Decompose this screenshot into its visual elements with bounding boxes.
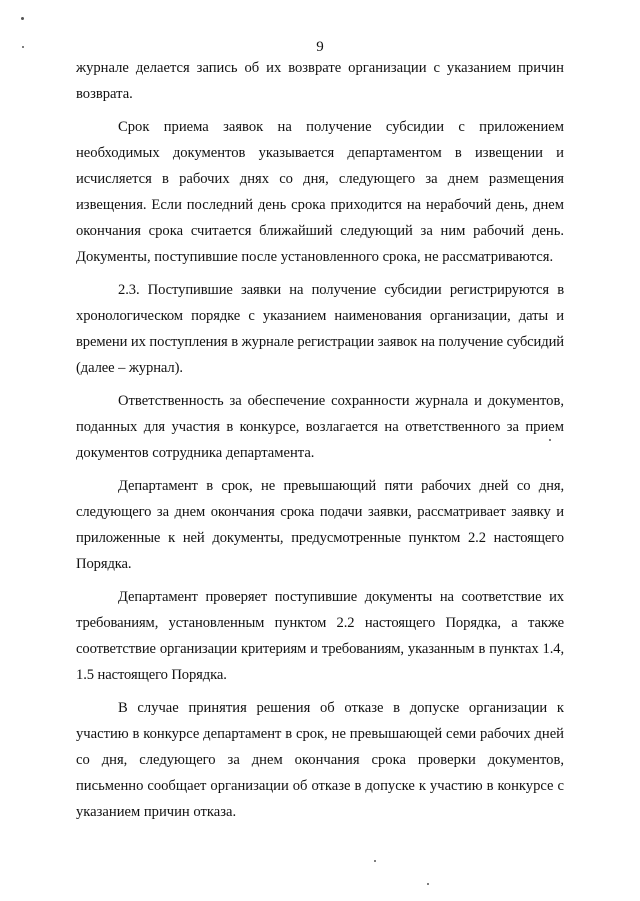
scan-speck	[21, 17, 24, 20]
paragraph-review-period: Департамент в срок, не превышающий пяти рабочих дней со дня, следующего за днем окончания срока подачи заявки, рассматривает заявку и приложенные к ней документы, предусмотренные пунктом 2.2 настоящего Порядка.	[76, 478, 564, 572]
paragraph-registration: 2.3. Поступившие заявки на получение субсидии регистрируются в хронологическом порядке с указанием наименования организации, даты и времени их поступления в журнале регистрации заявок на получение субсидий (далее – журнал).	[76, 282, 564, 376]
scan-speck	[374, 860, 376, 862]
paragraph-application-deadline: Срок приема заявок на получение субсидии с приложением необходимых документов указывается департаментом в извещении и исчисляется в рабочих днях со дня, следующего за днем размещения извещения. Если последний день срока приходится на нерабочий день, днем окончания срока считается ближайший следующий за ним рабочий день. Документы, поступившие после установленного срока, не рассматриваются.	[76, 119, 564, 265]
scan-speck	[549, 439, 551, 441]
paragraph-refusal-notice: В случае принятия решения об отказе в допуске организации к участию в конкурсе департамент в срок, не превышающей семи рабочих дней со дня, следующего за днем окончания срока проверки документов, письменно сообщает организации об отказе в допуске к участию в конкурсе с указанием причин отказа.	[76, 700, 564, 820]
page-number: 9	[316, 39, 324, 55]
scan-speck	[427, 883, 429, 885]
document-body	[76, 55, 564, 832]
paragraph-compliance-check: Департамент проверяет поступившие документы на соответствие их требованиям, установленным пунктом 2.2 настоящего Порядка, а также соответствие организации критериям и требованиям, указанным в пунктах 1.4, 1.5 настоящего Порядка.	[76, 589, 564, 683]
paragraph-return-record: журнале делается запись об их возврате организации с указанием причин возврата.	[76, 60, 564, 102]
paragraph-responsibility: Ответственность за обеспечение сохранности журнала и документов, поданных для участия в конкурсе, возлагается на ответственного за прием документов сотрудника департамента.	[76, 393, 564, 461]
scan-speck	[22, 46, 24, 48]
